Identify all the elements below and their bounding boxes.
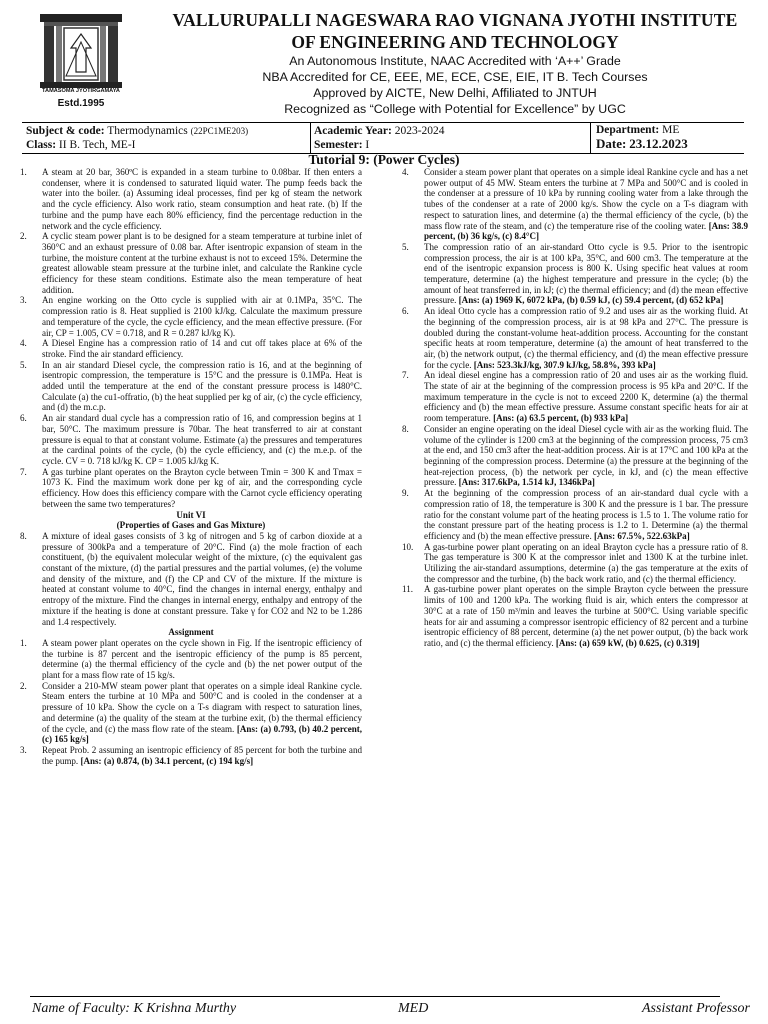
logo-motto: TAMASOMA JYOTIRGAMAYA [42,88,120,94]
assignment-list [20,638,362,766]
item-text [42,531,362,627]
list-item [402,584,748,648]
list-item [20,167,362,231]
list-item [402,542,748,585]
list-item [402,242,748,306]
item-number: 4. [20,338,27,349]
question-text: In an air standard Diesel cycle, the compression ratio is 16, and at the beginning of isentropic compression, the temperature is 15°C and the pressure is 0.1MPa. Heat is added until the temperature at the end of the constant pressure process is l480°C. Calculate (a) the cu1-offratio, (b) the heat supplied per kg of air, (c) the cycle efficiency, and (d) the m.c.p. [42,359,362,413]
list-item [20,338,362,359]
problem-list [402,167,748,649]
problem-list [20,531,362,627]
question-text: Consider a 210-MW steam power plant that operates on a simple ideal Rankine cycle. Steam enters the turbine at 10 MPa and 500°C and is cooled in the condenser at a pressure of 10 kPa. Show the cycle on a T-s diagram with respect to saturation lines, and determine (a) the quality of the steam at the turbine exit, (b) the thermal efficiency of the cycle, and (c) the mass flow rate of the steam. [42,680,362,734]
list-item [402,424,748,488]
question-text: Consider an engine operating on the ideal Diesel cycle with air as the working fluid. The volume of the cylinder is 1200 cm3 at the beginning of the compression process, 75 cm3 at the end, and 150 cm3 after the heat-addition process. Air is at 17°C and 100 kPa at the beginning of the compression process. Determine (a) the pressure at the beginning of the heat-rejection process, (b) the network per cycle, in kJ, and (c) the mean effective pressure. [424,423,748,488]
question-text: A mixture of ideal gases consists of 3 kg of nitrogen and 5 kg of carbon dioxide at a pressure of 300kPa and a temperature of 20°C. Find (a) the mole fraction of each constituent, (b) the equivalent molecular weight of the mixture, (c) the equivalent gas constant of the mixture, (d) the partial pressures and the partial volumes, (e) the volume and density of the mixture, and (f) the CP and CV of the mixture. If the mixture is heated at constant volume to 40°C, find the changes in internal energy, enthalpy and entropy of the mixture. Find the changes in internal energy, enthalpy and entropy of the mixture if the heating is done at constant pressure. Take γ for CO2 and N2 to be 1.286 and 1.4 respectively. [42,530,362,627]
date-field: Date: 23.12.2023 [596,136,688,151]
question-text: The compression ratio of an air-standard Otto cycle is 9.5. Prior to the isentropic compression process, the air is at 100 kPa, 35°C, and 600 cm3. The temperature at the end of the isentropic expansion process is 800 K. Using specific heat values at room temperature, determine (a) the highest temperature and pressure in the cycle; (b) the amount of heat transferred in, in kJ; (c) the thermal efficiency; and (d) the mean effective pressure. [424,241,748,306]
question-text: Consider a steam power plant that operates on a simple ideal Rankine cycle and has a net power output of 45 MW. Steam enters the turbine at 7 MPa and 500°C and is cooled in the condenser at a pressure of 10 kPa by running cooling water from a lake through the tubes of the condenser at a rate of 2000 kg/s. Show the cycle on a T-s diagram with respect to saturation lines, and determine (a) the thermal efficiency of the cycle, (b) the mass flow rate of the steam, and (c) the temperature rise of the cooling water. [424,167,748,231]
question-text: A Diesel Engine has a compression ratio of 14 and cut off takes place at 6% of the stroke. Find the air standard efficiency. [42,338,362,359]
item-number: 8. [20,530,27,541]
list-item [20,638,362,681]
item-text [424,424,748,488]
list-item [20,745,362,766]
institute-name-line2: OF ENGINEERING AND TECHNOLOGY [291,32,619,52]
list-item [20,467,362,510]
answer-text: [Ans: 38.9 percent, (b) 36 kg/s, (c) 8.4°C] [424,220,748,242]
item-text [42,167,362,231]
answer-text: [Ans: 67.5%, 522.63kPa] [593,530,690,541]
class-field: Class: II B. Tech, ME-I [26,139,136,151]
item-number: 1. [20,637,27,648]
aicte-line: Approved by AICTE, New Delhi, Affiliated to JNTUH [313,86,597,100]
question-text: A steam power plant operates on the cycle shown in Fig. If the isentropic efficiency of the turbine is 87 percent and the isentropic efficiency of the pump is 85 percent, determine (a) the thermal efficiency of the cycle and (b) the net power output of the plant for a mass flow rate of 15 kg/s. [42,637,362,681]
tutorial-title: Tutorial 9: (Power Cycles) [308,152,460,167]
list-item [402,370,748,424]
item-text [42,295,362,338]
answer-text: [Ans: (a) 659 kW, (b) 0.625, (c) 0.319] [555,637,700,648]
faculty-designation: Assistant Professor [642,1001,750,1016]
item-number: 5. [402,241,409,252]
list-item [20,231,362,295]
item-number: 3. [20,295,27,306]
question-text: At the beginning of the compression process of an air-standard dual cycle with a compression ratio of 18, the temperature is 300 K and the pressure is 1 bar. The pressure ratio for the constant volume part of the heating process is 1.5 to 1. The volume ratio for the constant pressure part of the heating process is 1.2 to 1. Determine (a) the thermal efficiency and (b) the mean effective pressure. [424,488,748,541]
department-code: MED [398,1001,429,1016]
item-number: 1. [20,167,27,177]
item-text [42,745,362,766]
item-number: 8. [402,423,409,434]
item-number: 4. [402,167,409,177]
item-text [424,370,748,424]
item-text [424,584,748,648]
course-info-table [22,122,744,154]
list-item [402,488,748,542]
subject-field: Subject & code: Thermodynamics (22PC1ME203) [26,125,249,137]
question-text: An ideal Otto cycle has a compression ratio of 9.2 and uses air as the working fluid. At the beginning of the compression process, air is at 98 kPa and 27°C. The pressure is doubled during the constant-volume heat-addition process. Accounting for the constant specific heats at room temperature, determine (a) the amount of heat transferred to the air, (b) the network output, (c) the thermal efficiency, and (d) the mean effective pressure for the cycle. [424,306,748,370]
item-number: 7. [20,466,27,477]
item-number: 11. [402,584,413,595]
item-text [424,306,748,370]
item-number: 2. [20,231,27,242]
question-text: An air standard dual cycle has a compression ratio of 16, and compression begins at 1 bar, 50°C. The maximum pressure is 70bar. The heat transferred to air at constant pressure is equal to that at constant volume. Estimate (a) the pressures and temperatures at the cardinal points of the cycle, (b) the cycle efficiency, and (c) the m.e.p. of the cycle. CV = 0. 718 kJ/kg K. CP = 1.005 kJ/kg K. [42,413,362,466]
item-text [424,488,748,542]
item-text [424,167,748,242]
item-text [424,542,748,585]
question-text: An engine working on the Otto cycle is supplied with air at 0.1MPa, 35°C. The compression ratio is 8. Heat supplied is 2100 kJ/kg. Calculate the maximum pressure and temperature of the cycle, the cycle efficiency, and the mean effective pressure. (For air, CP = 1.005, CV = 0.718, and R = 0.287 kJ/kg K). [42,295,362,338]
list-item [20,360,362,414]
unit-title: Unit VI [176,509,206,520]
item-number: 6. [402,306,409,317]
problem-list [20,167,362,510]
list-item [20,413,362,467]
list-item [402,167,748,242]
right-column [402,167,748,649]
semester-field: Semester: I [314,139,370,151]
item-text [42,231,362,295]
item-number: 2. [20,680,27,691]
institute-logo [36,12,126,112]
question-text: A cyclic steam power plant is to be designed for a steam temperature at turbine inlet of 360°C and an exhaust pressure of 0.08 bar. After isentropic expansion of steam in the turbine, the moisture content at the turbine exhaust is not to exceed 15%. Determine the greatest allowable steam pressure at the turbine inlet, and calculate the Rankine cycle efficiency for these steam conditions. Estimate also the mean temperature of heat addition. [42,231,362,295]
item-text [42,360,362,414]
list-item [20,531,362,627]
item-text [42,467,362,510]
question-text: A steam at 20 bar, 360ºC is expanded in a steam turbine to 0.08bar. If then enters a condenser, where it is condensed to saturated liquid water. The pump feeds back the water into the boiler. (a) Assuming ideal processes, find per kg of steam the network and the cycle efficiency. Also work ratio, steam consumption and heat rate. (b) If the turbine and the pump have each 80% efficiency, find the percentage reduction in the network and the cycle efficiency. [42,167,362,231]
academic-year-field: Academic Year: 2023-2024 [314,125,445,137]
list-item [402,306,748,370]
answer-text: [Ans: 523.3kJ/kg, 307.9 kJ/kg, 58.8%, 393 kPa] [473,359,656,370]
ugc-line: Recognized as “College with Potential for Excellence” by UGC [284,102,626,116]
nba-line: NBA Accredited for CE, EEE, ME, ECE, CSE, EIE, IT B. Tech Courses [262,70,648,84]
department-field: Department: ME [596,124,680,136]
item-number: 10. [402,541,414,552]
item-number: 3. [20,744,27,755]
unit-subtitle: (Properties of Gases and Gas Mixture) [116,520,266,531]
answer-text: [Ans: (a) 63.5 percent, (b) 933 kPa] [493,413,629,424]
question-text: A gas-turbine power plant operates on the simple Brayton cycle between the pressure limits of 100 and 1200 kPa. The working fluid is air, which enters the compressor at 30°C at a rate of 150 m³/min and leaves the turbine at 500°C. Using variable specific heats for air and assuming a compressor isentropic efficiency of 82 percent and a turbine isentropic efficiency of 88 percent, determine (a) the net power output, (b) the back work ratio, and (c) the thermal efficiency. [424,584,748,648]
faculty-name: Name of Faculty: K Krishna Murthy [32,1001,237,1016]
answer-text: [Ans: (a) 1969 K, 6072 kPa, (b) 0.59 kJ, (c) 59.4 percent, (d) 652 kPa] [458,295,724,306]
answer-text: [Ans: 317.6kPa, 1.514 kJ, 1346kPa] [458,477,595,488]
question-text: An ideal diesel engine has a compression ratio of 20 and uses air as the working fluid. The state of air at the beginning of the compression process is 95 kPa and 20°C. If the maximum temperature in the cycle is not to exceed 2200 K, determine (a) the thermal efficiency and (b) the mean effective pressure. Assume constant specific heats for air at room temperature. [424,370,748,424]
answer-text: [Ans: (a) 0.874, (b) 34.1 percent, (c) 194 kg/s] [80,755,254,766]
item-number: 6. [20,413,27,424]
accreditation-line: An Autonomous Institute, NAAC Accredited with ‘A++’ Grade [289,54,621,68]
item-text [42,681,362,745]
item-text [42,638,362,681]
item-number: 9. [402,488,409,499]
question-text: Repeat Prob. 2 assuming an isentropic efficiency of 85 percent for both the turbine and the pump. [42,744,362,766]
temple-emblem-icon [36,12,126,112]
answer-text: [Ans: (a) 0.793, (b) 40.2 percent, (c) 165 kg/s] [42,723,363,745]
assignment-title: Assignment [168,627,214,638]
list-item [20,295,362,338]
item-number: 7. [402,370,409,381]
item-text [42,338,362,359]
left-column [20,167,362,766]
question-text: A gas turbine plant operates on the Brayton cycle between Tmin = 300 K and Tmax = 1073 K. Find the maximum work done per kg of air, and the corresponding cycle efficiency. How does this efficiency compare with the Carnot cycle efficiency operating between the same two temperatures? [42,466,362,509]
question-text: A gas-turbine power plant operating on an ideal Brayton cycle has a pressure ratio of 8. The gas temperature is 300 K at the compressor inlet and 1300 K at the turbine inlet. Utilizing the air-standard assumptions, determine (a) the gas temperature at the exits of the compressor and the turbine, (b) the back work ratio, and (c) the thermal efficiency. [424,541,748,584]
item-text [424,242,748,306]
institute-name-line1: VALLURUPALLI NAGESWARA RAO VIGNANA JYOTHI INSTITUTE [172,10,738,30]
page-footer [30,996,750,1016]
item-number: 5. [20,359,27,370]
logo-established: Estd.1995 [57,98,105,109]
item-text [42,413,362,467]
list-item [20,681,362,745]
